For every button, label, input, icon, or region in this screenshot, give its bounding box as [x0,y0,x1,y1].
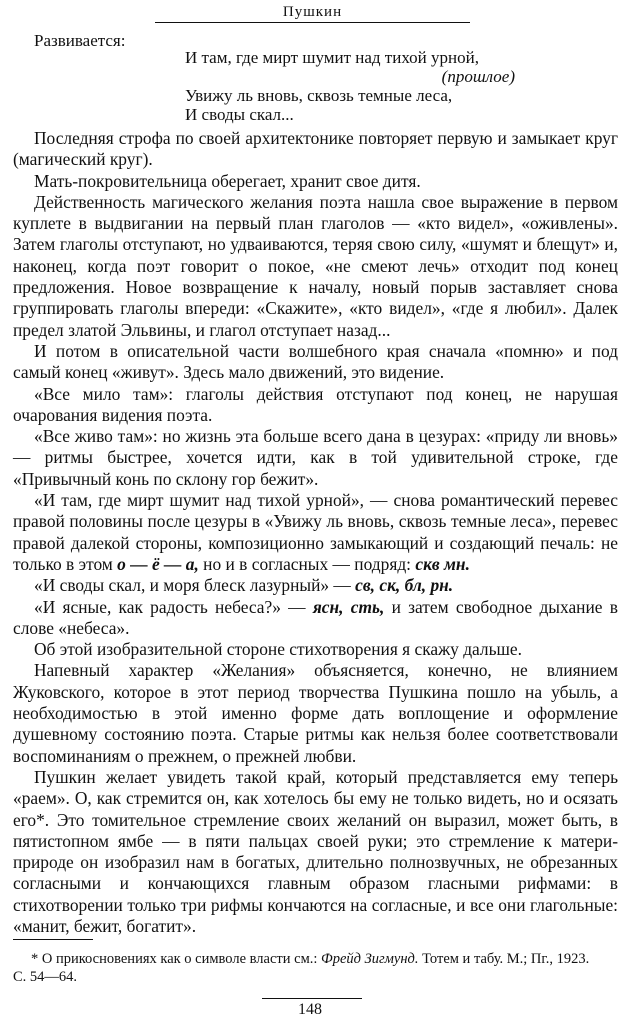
emphasis: ясн, сть, [312,596,385,617]
footnote-text: О прикосновениях как о символе власти см.: [38,951,322,967]
paragraph: Последняя строфа по своей архитектонике повторяет первую и замыкает круг (магический круг). [13,128,618,170]
paragraph: Действенность магического желания поэта нашла свое выражение в первом куплете в выдвигании на первый план глаголов — «кто видел», «оживлены». Затем глаголы отступают, но удваиваются, теряя свою силу, «шумят и блещут» и, наконец, когда поэт говорит о покое, «не смеют лечь» отходит под конец предложения. Новое возвращение к началу, новый порыв заставляет снова группировать глаголы впереди: «Скажите», «кто видел», «где я любил». Далек предел златой Эльвины, и глагол отступает назад... [13,191,618,340]
verse-line-3: И своды скал... [185,105,294,124]
paragraph: Мать-покровительница оберегает, хранит свое дитя. [34,170,421,191]
footnote-text: Тотем и табу. М.; Пг., 1923. С. 54—64. [13,951,590,985]
emphasis: св, ск, бл, рн. [355,575,454,596]
emphasis: о — ё — а, [117,553,199,574]
paragraph-text: «И своды скал, и моря блеск лазурный» — [34,575,356,596]
paragraph-text: но и в согласных — подряд: [198,553,416,574]
intro-label: Развивается: [34,31,126,50]
page-number: 148 [298,1001,322,1018]
paragraph [13,597,618,640]
paragraph: И потом в описательной части волшебного края сначала «помню» и под самый конец «живут». Здесь мало движений, это видение. [13,340,618,383]
footnote [13,950,603,986]
verse-line-1: И там, где мирт шумит над тихой урной, [185,48,479,67]
footnote-author: Фрейд Зигмунд. [321,951,419,967]
paragraph: Пушкин желает увидеть такой край, который представляется ему теперь «раем». О, как стремится он, как хотелось бы ему не только видеть, но и осязать его*. Это томительное стремление своих желаний он выразил, может быть, в пятистопном ямбе — в пяти пальцах своей руки; это стремление к матери-природе он изобразил нам в богатых, длительно полнозвучных, не обрезанных согласными и кончающихся главным образом гласными рифмами: в стихотворении только три рифмы кончаются на согласные, и все они глагольные: «манит, бежит, богатит». [13,766,618,936]
paragraph [13,490,618,575]
emphasis: скв мн. [415,553,470,574]
verse-line-2: Увижу ль вновь, сквозь темные леса, [185,86,453,105]
footnote-rule [13,939,93,940]
paragraph-text: и затем свободное дыхание в слове «небеса». [13,596,618,638]
paragraph: «Все мило там»: глаголы действия отступают под конец, не нарушая очарования видения поэта. [13,383,618,425]
running-head: Пушкин [155,4,470,23]
paragraph: Напевный характер «Желания» объясняется, конечно, не влиянием Жуковского, которое в этот период творчества Пушкина пошло на убыль, а необходимостью в этой именно форме дать воплощение и оформление душевному состоянию поэта. Старые ритмы как нельзя более соответствовали воспоминаниям о прежнем, о прежней любви. [13,660,618,766]
paragraph: «Все живо там»: но жизнь эта больше всего дана в цезурах: «приду ли вновь» — ритмы быстрее, хочется идти, как в той удивительной строке, где «Привычный конь по склону гор бежит». [13,426,618,489]
paragraph: Об этой изобразительной стороне стихотворения я скажу дальше. [34,639,522,660]
footnote-marker: * [31,951,39,967]
verse-note: (прошлое) [441,67,515,86]
verse-quote [185,48,515,124]
paragraph-text: «И там, где мирт шумит над тихой урной», — снова романтический перевес правой половины после цезуры в «Увижу ль вновь, сквозь темные леса», перевес правой далекой стороны, композиционно замыкающий и создающий печаль: не только в этом [13,490,618,574]
footer-rule [262,998,362,999]
body-text [13,128,618,937]
paragraph-text: «И ясные, как радость небеса?» — [34,596,313,617]
paragraph [13,575,618,596]
